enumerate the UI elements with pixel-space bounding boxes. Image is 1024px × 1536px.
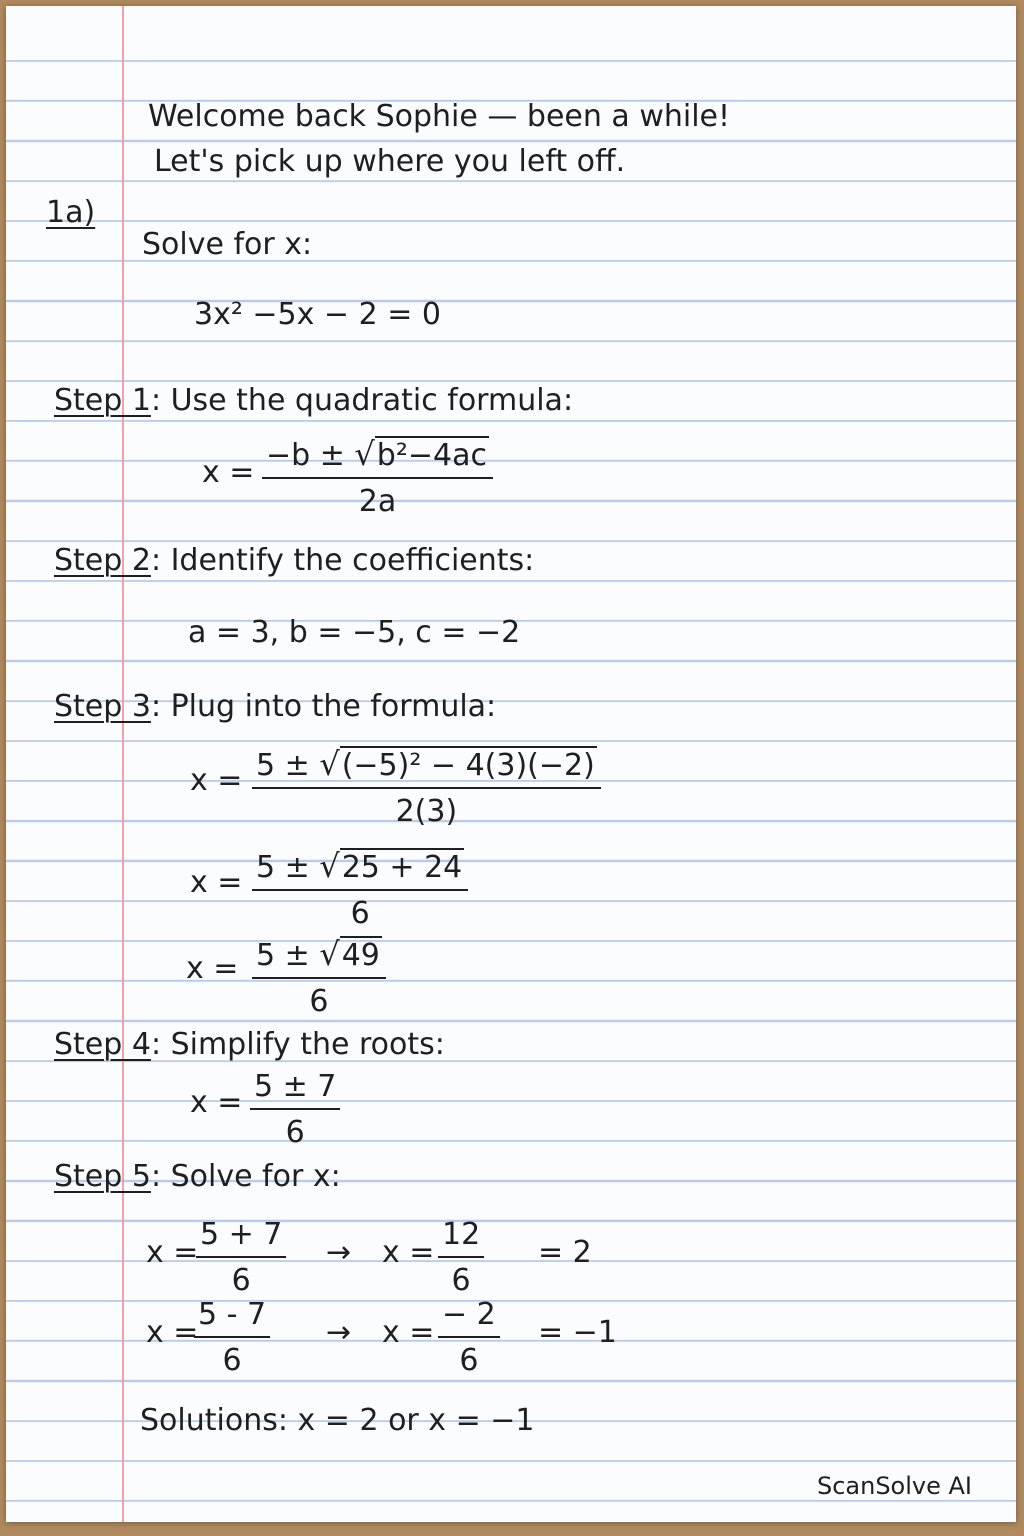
step-3-row-2-lhs: x = [190,865,243,900]
step-5-row-1-denominator: 6 [231,1263,251,1298]
step-5-label: Step 5 [54,1159,151,1194]
step-3-row-3-lhs: x = [186,951,239,986]
arrow-icon: → [326,1315,352,1350]
greeting-line-1: Welcome back Sophie — been a while! [148,99,731,134]
step-3-row-3-fraction [252,935,386,1019]
sqrt-sign: √ [319,935,340,973]
problem-equation: 3x² −5x − 2 = 0 [194,297,441,332]
coefficients: a = 3, b = −5, c = −2 [188,615,521,650]
step-3-row-1-denominator: 2(3) [395,794,458,829]
step-3-row-3-prefix: 5 ± [256,938,310,973]
step-5-row-1-result: = 2 [538,1235,592,1270]
step-2-title: : Identify the coefficients: [150,543,535,578]
step-4-heading [54,1027,445,1062]
step-1-heading [54,383,574,418]
step-1-title: : Use the quadratic formula: [150,383,574,418]
step-5-row-2-denominator: 6 [222,1343,242,1378]
step-3-row-2-prefix: 5 ± [256,850,310,885]
step-3-row-1-fraction [252,745,601,829]
greeting-line-2: Let's pick up where you left off. [154,144,626,179]
step-5-row-2-result: = −1 [538,1315,617,1350]
step-3-row-1-lhs: x = [190,763,243,798]
step-4-denominator: 6 [285,1115,305,1150]
step-5-row-2-fraction-2 [438,1297,500,1378]
notebook-page [6,6,1016,1522]
sqrt-sign: √ [319,847,340,885]
margin-line [122,6,124,1522]
step-3-row-1-prefix: 5 ± [256,748,310,783]
formula-numerator-prefix: −b ± [266,438,345,473]
step-4-numerator: 5 ± 7 [250,1072,340,1110]
step-3-heading [54,689,497,724]
step-5-row-2-denominator-2: 6 [459,1343,479,1378]
step-2-label: Step 2 [54,543,151,578]
step-5-row-1-denominator-2: 6 [451,1263,471,1298]
step-3-row-3-radicand: 49 [341,938,380,973]
step-3-row-2-fraction [252,847,468,931]
brand-watermark: ScanSolve AI [816,1472,972,1500]
step-5-row-1-numerator-2: 12 [438,1220,484,1258]
step-2-heading [54,543,535,578]
step-5-row-1-lhs: x = [146,1235,199,1270]
step-3-row-2-denominator: 6 [350,896,370,931]
step-4-title: : Simplify the roots: [150,1027,445,1062]
step-4-lhs: x = [190,1085,243,1120]
step-5-row-1-lhs2: x = [382,1235,435,1270]
step-4-label: Step 4 [54,1027,151,1062]
step-3-title: : Plug into the formula: [150,689,497,724]
problem-number: 1a) [46,195,96,230]
problem-prompt: Solve for x: [142,227,313,262]
step-4-fraction [250,1069,340,1150]
step-3-row-3-denominator: 6 [309,984,329,1019]
quadratic-formula-fraction [262,435,493,519]
step-3-label: Step 3 [54,689,151,724]
step-5-row-2-numerator: 5 - 7 [194,1300,270,1338]
step-3-row-1-radicand: (−5)² − 4(3)(−2) [341,748,595,783]
step-1-lhs: x = [202,455,255,490]
formula-denominator: 2a [358,484,397,519]
step-5-row-1-numerator: 5 + 7 [196,1220,286,1258]
step-5-row-1-fraction-2 [438,1217,484,1298]
step-3-row-2-radicand: 25 + 24 [341,850,463,885]
step-5-title: : Solve for x: [150,1159,341,1194]
step-5-row-2-fraction [194,1297,270,1378]
formula-radicand: b²−4ac [376,438,487,473]
arrow-icon: → [326,1235,352,1270]
step-5-row-2-lhs2: x = [382,1315,435,1350]
step-5-row-2-numerator-2: − 2 [438,1300,500,1338]
solutions: Solutions: x = 2 or x = −1 [140,1403,535,1438]
step-5-row-2-lhs: x = [146,1315,199,1350]
step-1-label: Step 1 [54,383,151,418]
step-5-heading [54,1159,341,1194]
step-5-row-1-fraction [196,1217,286,1298]
sqrt-sign: √ [319,745,340,783]
sqrt-sign: √ [354,435,375,473]
